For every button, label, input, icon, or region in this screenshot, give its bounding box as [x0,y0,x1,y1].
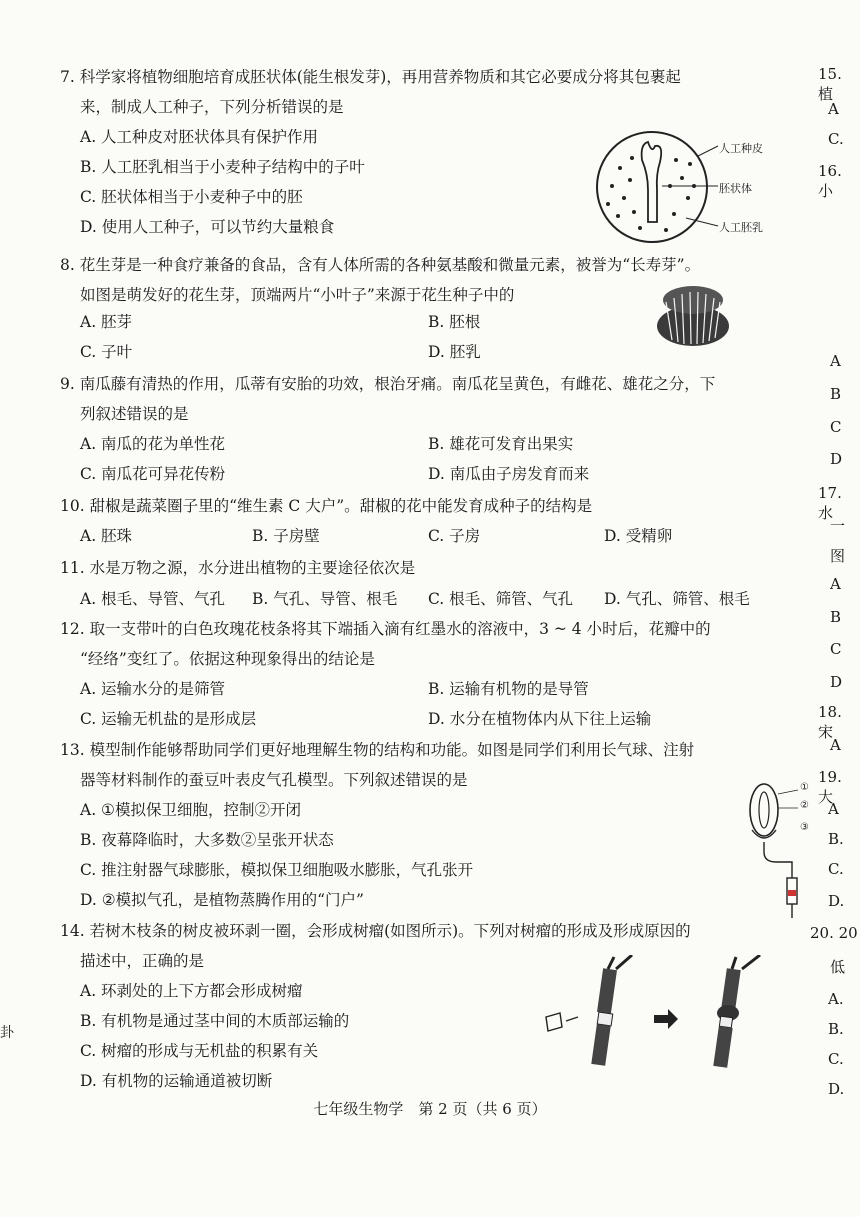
q8-option-a: A. 胚芽 [80,313,133,331]
peanut-sprout-figure [652,280,734,350]
right-col-item: 16. 小 [818,162,842,200]
q7-stem-line2: 来，制成人工种子，下列分析错误的是 [80,98,344,116]
q14-option-c: C. 树瘤的形成与无机盐的积累有关 [80,1042,319,1060]
q14-stem-line2: 描述中，正确的是 [80,952,205,970]
q14-stem-line1: 14. 若树木枝条的树皮被环剥一圈，会形成树瘤(如图所示)。下列对树瘤的形成及形成原因的 [60,922,691,940]
q13-stem-line2: 器等材料制作的蚕豆叶表皮气孔模型。下列叙述错误的是 [80,771,468,789]
q11-option-b: B. 气孔、导管、根毛 [252,590,398,608]
q8-stem-line1: 8. 花生芽是一种食疗兼备的食品，含有人体所需的各种氨基酸和微量元素，被誉为“长寿芽”。 [60,256,701,274]
q7-option-d: D. 使用人工种子，可以节约大量粮食 [80,218,335,236]
right-col-item: D [830,673,843,691]
right-col-item: A [830,352,841,370]
right-col-item: C. [828,860,844,878]
right-col-item: C. [828,1050,844,1068]
q12-option-c: C. 运输无机盐的是形成层 [80,710,257,728]
right-col-item: A [828,100,839,118]
q14-option-b: B. 有机物是通过茎中间的木质部运输的 [80,1012,350,1030]
q13-option-c: C. 推注射器气球膨胀，模拟保卫细胞吸水膨胀，气孔张开 [80,861,474,879]
right-col-item: C. [828,130,844,148]
q10-option-b: B. 子房壁 [252,527,320,545]
q8-option-c: C. 子叶 [80,343,133,361]
right-col-item: 20. 20 [810,924,858,942]
right-col-item: 图 [830,547,846,565]
right-col-item: 18. 宋 [818,703,842,741]
q12-stem-line2: “经络”变红了。依据这种现象得出的结论是 [80,650,375,668]
right-col-item: B. [828,830,844,848]
q10-option-a: A. 胚珠 [80,527,133,545]
q9-option-c: C. 南瓜花可异花传粉 [80,465,226,483]
fig13-label-3: ③ [800,822,809,833]
q8-option-b: B. 胚根 [428,313,481,331]
right-col-item: 17. 水 [818,484,842,522]
right-col-item: 15. 植 [818,65,842,103]
q7-option-b: B. 人工胚乳相当于小麦种子结构中的子叶 [80,158,365,176]
q7-option-c: C. 胚状体相当于小麦种子中的胚 [80,188,303,206]
q8-option-d: D. 胚乳 [428,343,481,361]
q9-stem-line2: 列叙述错误的是 [80,405,189,423]
q12-stem-line1: 12. 取一支带叶的白色玫瑰花枝条将其下端插入滴有红墨水的溶液中，3 ~ 4 小时后，花瓣中的 [60,620,711,638]
q9-option-d: D. 南瓜由子房发育而来 [428,465,590,483]
q13-option-a: A. ①模拟保卫细胞，控制②开闭 [80,801,301,819]
q9-stem-line1: 9. 南瓜藤有清热的作用，瓜蒂有安胎的功效，根治牙痛。南瓜花呈黄色，有雌花、雄花之分，下 [60,375,716,393]
q12-option-a: A. 运输水分的是筛管 [80,680,226,698]
q10-stem: 10. 甜椒是蔬菜圈子里的“维生素 C 大户”。甜椒的花中能发育成种子的结构是 [60,497,593,515]
q7-stem-line1: 7. 科学家将植物细胞培育成胚状体(能生根发芽)，再用营养物质和其它必要成分将其包裹起 [60,68,681,86]
question-9 [60,369,715,429]
right-col-item: B [830,385,842,403]
q13-stem-line1: 13. 模型制作能够帮助同学们更好地理解生物的结构和功能。如图是同学们利用长气球、注射 [60,741,695,759]
q10-option-c: C. 子房 [428,527,481,545]
right-col-item: D [830,450,843,468]
q9-option-b: B. 雄花可发育出果实 [428,435,574,453]
q13-option-d: D. ②模拟气孔，是植物蒸腾作用的“门户” [80,891,364,909]
q10-option-d: D. 受精卵 [604,527,673,545]
q11-option-a: A. 根毛、导管、气孔 [80,590,226,608]
q12-option-d: D. 水分在植物体内从下往上运输 [428,710,652,728]
fig7-label-embryoid: 胚状体 [719,182,752,195]
page-footer: 七年级生物学 第 2 页（共 6 页） [313,1100,547,1118]
right-col-item: B. [828,1020,844,1038]
right-col-item: A [830,575,841,593]
fig13-label-1: ① [800,782,809,793]
right-col-item: A [828,800,839,818]
q13-option-b: B. 夜幕降临时，大多数②呈张开状态 [80,831,334,849]
right-col-item: D. [828,892,845,910]
right-col-item: A. [828,990,844,1008]
q11-option-c: C. 根毛、筛管、气孔 [428,590,574,608]
q11-stem: 11. 水是万物之源，水分进出植物的主要途径依次是 [60,559,416,577]
question-8 [60,250,700,310]
q12-option-b: B. 运输有机物的是导管 [428,680,589,698]
right-col-item: D. [828,1080,845,1098]
right-col-item: 19. 大 [818,768,842,806]
question-12 [60,614,711,674]
right-col-item: A [830,736,841,754]
q14-option-d: D. 有机物的运输通道被切断 [80,1072,273,1090]
stomata-model-figure [742,778,798,920]
question-13 [60,735,694,915]
q9-option-a: A. 南瓜的花为单性花 [80,435,226,453]
question-7 [60,62,681,242]
fig7-label-endosperm: 人工胚乳 [719,221,763,234]
q7-option-a: A. 人工种皮对胚状体具有保护作用 [80,128,319,146]
right-col-item: C [830,418,842,436]
left-margin-mark: 卦 [0,1025,14,1041]
right-col-item: 一 [830,517,846,535]
tree-girdling-figure [536,955,776,1073]
right-col-item: 低 [830,958,846,976]
q8-stem-line2: 如图是萌发好的花生芽，顶端两片“小叶子”来源于花生种子中的 [80,286,515,304]
q11-option-d: D. 气孔、筛管、根毛 [604,590,750,608]
right-col-item: B [830,608,842,626]
fig13-label-2: ② [800,800,809,811]
q14-option-a: A. 环剥处的上下方都会形成树瘤 [80,982,303,1000]
fig7-label-seed-coat: 人工种皮 [719,142,763,155]
right-col-item: C [830,640,842,658]
